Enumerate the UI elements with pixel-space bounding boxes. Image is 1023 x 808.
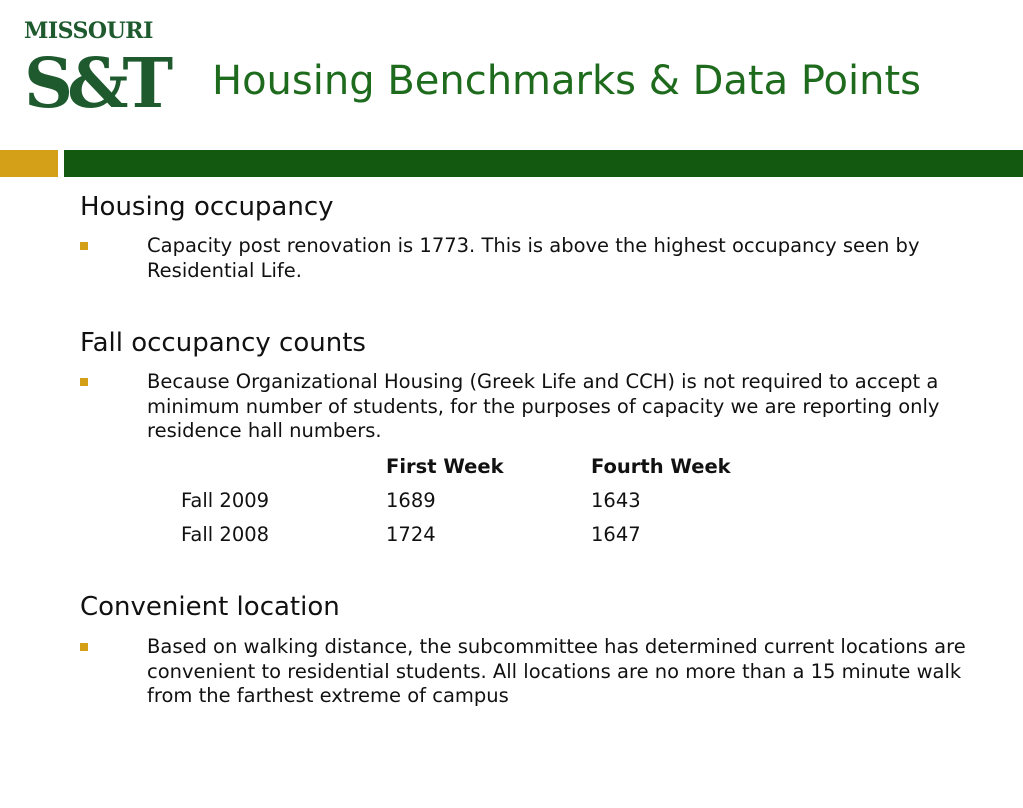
slide-title: Housing Benchmarks & Data Points	[212, 58, 921, 104]
table-cell-fourth-week: 1643	[591, 489, 641, 512]
missouri-st-logo	[24, 18, 168, 126]
table-cell-term: Fall 2009	[181, 489, 270, 512]
bullet-text: Based on walking distance, the subcommittee has determined current locations are convenient to residential students. All locations are no more than a 15 minute walk from the farthest extreme of campus	[147, 635, 966, 707]
table-header-first-week: First Week	[386, 455, 504, 478]
bullet-square-icon	[80, 378, 88, 386]
table-cell-first-week: 1724	[386, 523, 436, 546]
logo-wordmark: MISSOURI	[24, 18, 153, 44]
table-cell-fourth-week: 1647	[591, 523, 641, 546]
table-cell-first-week: 1689	[386, 489, 436, 512]
header-bar-gold	[0, 150, 58, 177]
table-header-fourth-week: Fourth Week	[591, 455, 731, 478]
bullet-square-icon	[80, 643, 88, 651]
table-cell-term: Fall 2008	[181, 523, 270, 546]
bullet-text: Because Organizational Housing (Greek Life and CCH) is not required to accept a minimum number of students, for the purposes of capacity we are reporting only residence hall numbers.	[147, 370, 940, 442]
header-bar-green	[64, 150, 1023, 177]
bullet-square-icon	[80, 242, 88, 250]
logo-monogram: S&T	[24, 44, 168, 124]
section-heading-fall-occupancy: Fall occupancy counts	[80, 328, 366, 358]
section-heading-convenient-location: Convenient location	[80, 592, 340, 622]
bullet-text: Capacity post renovation is 1773. This is above the highest occupancy seen by Residential Life.	[147, 234, 920, 282]
section-heading-housing-occupancy: Housing occupancy	[80, 192, 334, 222]
